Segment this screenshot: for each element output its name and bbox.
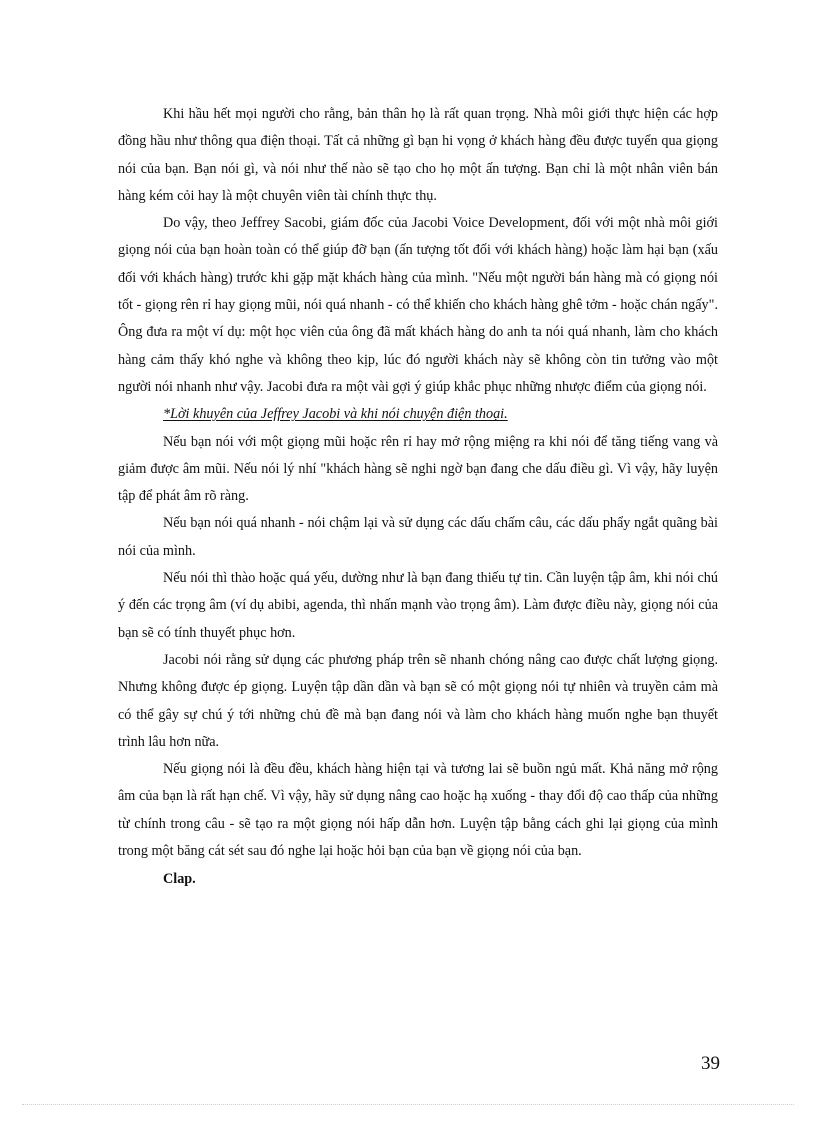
tip-paragraph: Nếu nói thì thào hoặc quá yếu, dường như là bạn đang thiếu tự tin. Cần luyện tập âm, khi nói chú ý đến các trọng âm (ví dụ abibi, agenda, thì nhấn mạnh vào trọng âm). Làm được điều này, giọng nói của bạn sẽ có tính thuyết phục hơn. <box>118 570 718 641</box>
body-paragraph: Khi hầu hết mọi người cho rằng, bản thân họ là rất quan trọng. Nhà môi giới thực hiện các hợp đồng hầu như thông qua điện thoại. Tất cả những gì bạn hi vọng ở khách hàng đều được tuyển qua giọng nói của bạn. Bạn nói gì, và nói như thế nào sẽ tạo cho họ một ấn tượng. Bạn chỉ là một nhân viên bán hàng kém cỏi hay là một chuyên viên tài chính thực thụ. <box>118 106 718 204</box>
closing-text: Clap. <box>163 871 196 888</box>
tip-paragraph: Nếu bạn nói với một giọng mũi hoặc rên rỉ hay mở rộng miệng ra khi nói để tăng tiếng vang và giảm được âm mũi. Nếu nói lý nhí "khách hàng sẽ nghi ngờ bạn đang che dấu điều gì. Vì vậy, hãy luyện tập để phát âm rõ ràng. <box>118 433 718 505</box>
document-body <box>118 101 718 894</box>
footer-divider <box>22 1104 794 1105</box>
tip-paragraph: Nếu bạn nói quá nhanh - nói chậm lại và sử dụng các dấu chấm câu, các dấu phẩy ngắt quãng bài nói của mình. <box>118 515 718 559</box>
body-paragraph: Do vậy, theo Jeffrey Sacobi, giám đốc của Jacobi Voice Development, đối với một nhà môi giới giọng nói của bạn hoàn toàn có thể giúp đỡ bạn (ấn tượng tốt đối với khách hàng) hoặc làm hại bạn (xấu đối với khách hàng) trước khi gặp mặt khách hàng của mình. "Nếu một người bán hàng mà có giọng nói tốt - giọng rên rỉ hay giọng mũi, nói quá nhanh - có thể khiến cho khách hàng ghê tởm - hoặc chán ngấy". Ông đưa ra một ví dụ: một học viên của ông đã mất khách hàng do anh ta nói quá nhanh, làm cho khách hàng cảm thấy khó nghe và không theo kịp, lúc đó người khách này sẽ không còn tin tưởng vào một người nói nhanh như vậy. Jacobi đưa ra một vài gợi ý giúp khắc phục những nhược điểm của giọng nói. <box>118 215 718 395</box>
page-number: 39 <box>701 1053 720 1074</box>
tip-paragraph: Jacobi nói rằng sử dụng các phương pháp trên sẽ nhanh chóng nâng cao được chất lượng giọng. Nhưng không được ép giọng. Luyện tập dần dần và bạn sẽ có một giọng nói tự nhiên và truyền cảm mà có thể gây sự chú ý tới những chủ đề mà bạn đang nói và làm cho khách hàng muốn nghe bạn thuyết trình lâu hơn nữa. <box>118 651 718 750</box>
section-heading: *Lời khuyên của Jeffrey Jacobi và khi nói chuyện điện thoại. <box>163 406 508 423</box>
tip-paragraph: Nếu giọng nói là đều đều, khách hàng hiện tại và tương lai sẽ buồn ngủ mất. Khả năng mở rộng âm của bạn là rất hạn chế. Vì vậy, hãy sử dụng nâng cao hoặc hạ xuống - thay đổi độ cao thấp của những từ chính trong câu - sẽ tạo ra một giọng nói hấp dẫn hơn. Luyện tập bằng cách ghi lại giọng của mình trong một băng cát sét sau đó nghe lại hoặc hỏi bạn của bạn về giọng nói của bạn. <box>118 761 718 860</box>
